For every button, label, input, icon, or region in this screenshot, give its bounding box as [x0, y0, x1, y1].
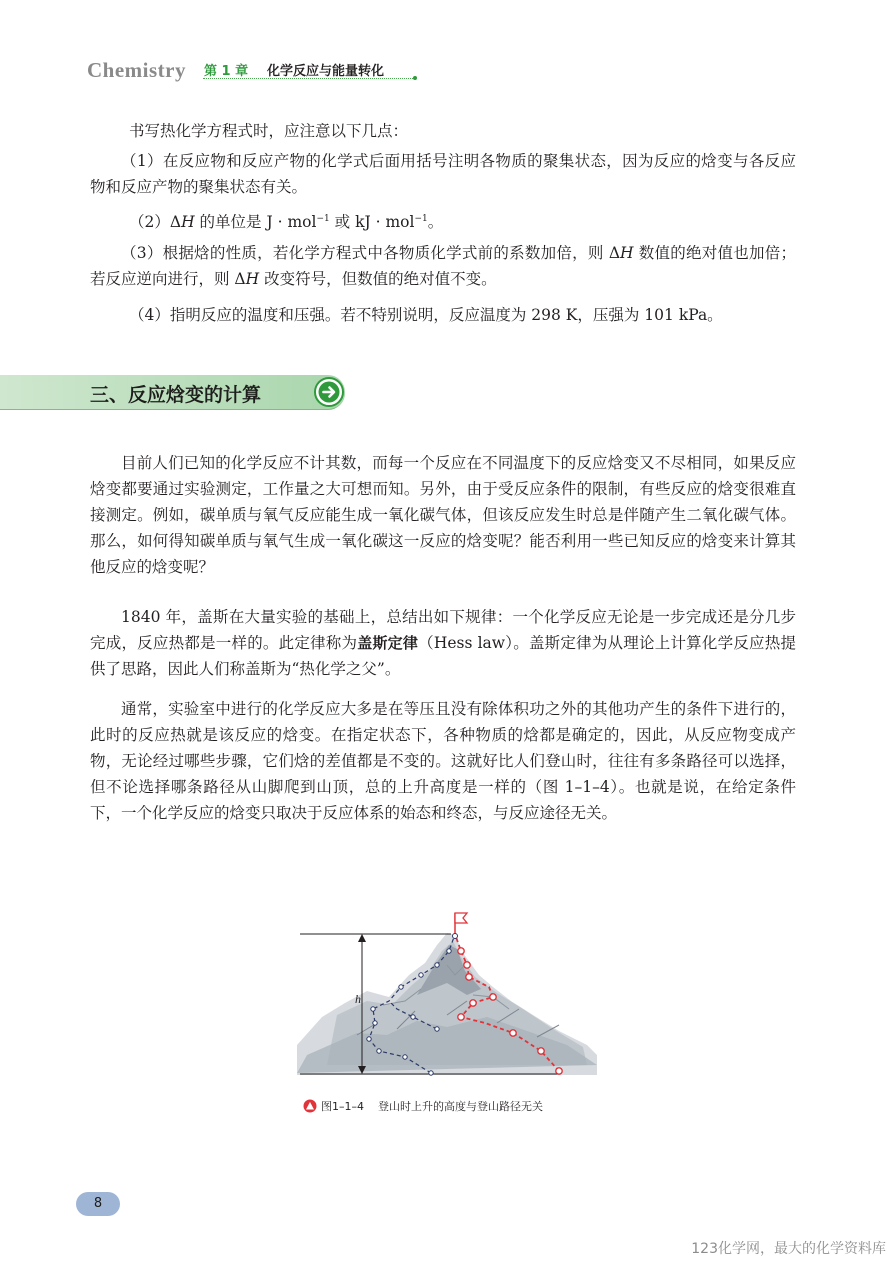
p2-text-a: 1840 年，盖斯在大量实验的基础上，总结出如下规律：一个化学反应无论是一步完成还是分几步完成，反应热都是一样的。此定律称为	[90, 608, 796, 652]
section-title: 三、反应焓变的计算	[90, 384, 262, 406]
notes-item-3	[90, 240, 796, 292]
running-header	[87, 56, 427, 86]
body-paragraph-3: 通常，实验室中进行的化学反应大多是在等压且没有除体积功之外的其他功产生的条件下进行的，此时的反应热就是该反应的焓变。在指定状态下，各种物质的焓都是确定的，因此，从反应物变成产物，无论经过哪些步骤，它们焓的差值都是不变的。这就好比人们登山时，往往有多条路径可以选择，但不论选择哪条路径从山脚爬到山顶，总的上升高度是一样的（图 1–1–4）。也就是说，在给定条件下，一个化学反应的焓变只取决于反应体系的始态和终态，与反应途径无关。	[90, 700, 796, 822]
header-rule	[203, 78, 413, 79]
unit-exponent: −1	[414, 213, 428, 224]
notes-intro: 书写热化学方程式时，应注意以下几点：	[129, 122, 409, 140]
notes-item-2	[90, 209, 835, 235]
summit-flag-icon	[453, 913, 468, 939]
chapter-title: 化学反应与能量转化	[267, 64, 385, 79]
item2-end: 。	[427, 213, 444, 231]
p2-text-b: （Hess law）。盖斯定律为从理论上计算化学反应热提供了思路，因此人们称盖斯为“热化学之父”。	[90, 634, 796, 678]
item3-text-c: 改变符号，但数值的绝对值不变。	[259, 270, 497, 288]
delta-h-symbol: H	[245, 270, 260, 288]
hess-law-term: 盖斯定律	[357, 634, 419, 652]
chapter-number: 第 1 章	[204, 64, 249, 79]
height-arrow-up	[358, 934, 366, 942]
figure-caption-text: 登山时上升的高度与登山路径无关	[378, 1100, 543, 1113]
item2-unit-2: 或 kJ · mol	[329, 213, 415, 231]
item2-prefix: （2）Δ	[129, 213, 182, 231]
triangle-marker-icon	[303, 1099, 317, 1113]
delta-h-symbol: H	[181, 213, 195, 231]
mountain-path-figure	[297, 905, 607, 1090]
page-number: 8	[76, 1192, 120, 1216]
arrow-right-circle-icon	[314, 377, 344, 407]
unit-exponent: −1	[316, 213, 330, 224]
notes-item-1: （1）在反应物和反应产物的化学式后面用括号注明各物质的聚集状态，因为反应的焓变与各反应物和反应产物的聚集状态有关。	[90, 152, 796, 196]
header-dot	[413, 76, 417, 80]
book-brand: Chemistry	[87, 58, 186, 82]
site-watermark: 123化学网，最大的化学资料库	[691, 1241, 886, 1257]
body-paragraph-1: 目前人们已知的化学反应不计其数，而每一个反应在不同温度下的反应焓变又不尽相同，如果反应焓变都要通过实验测定，工作量之大可想而知。另外，由于受反应条件的限制，有些反应的焓变很难直接测定。例如，碳单质与氧气反应能生成一氧化碳气体，但该反应发生时总是伴随产生二氧化碳气体。那么，如何得知碳单质与氧气生成一氧化碳这一反应的焓变呢？能否利用一些已知反应的焓变来计算其他反应的焓变呢？	[90, 454, 796, 576]
item2-unit-1: 的单位是 J · mol	[194, 213, 317, 231]
figure-label: 图1–1–4	[321, 1100, 364, 1113]
delta-h-symbol: H	[620, 244, 634, 262]
notes-item-4: （4）指明反应的温度和压强。若不特别说明，反应温度为 298 K，压强为 101 kPa。	[129, 306, 723, 324]
body-paragraph-2	[90, 604, 796, 682]
item3-text-a: （3）根据焓的性质，若化学方程式中各物质化学式前的系数加倍，则 Δ	[121, 244, 621, 262]
height-label: h	[355, 992, 361, 1006]
item3-text-b: 数值的绝对值也加倍；若反应逆向进行，则 Δ	[90, 244, 796, 288]
mountain-illustration	[297, 933, 597, 1075]
figure-caption	[303, 1098, 543, 1116]
